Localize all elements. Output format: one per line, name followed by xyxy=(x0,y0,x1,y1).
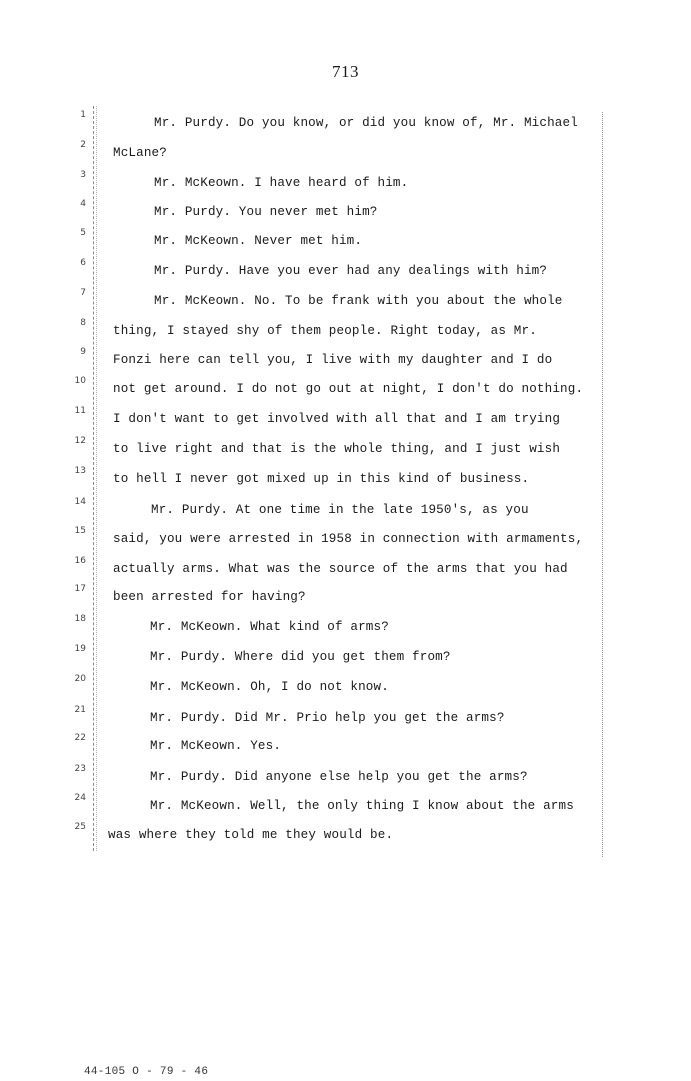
line-number: 1 xyxy=(80,110,86,120)
line-number: 8 xyxy=(80,318,86,328)
line-text: thing, I stayed shy of them people. Right today, as Mr. xyxy=(113,324,537,338)
transcript-line xyxy=(0,288,691,308)
line-number: 20 xyxy=(74,674,86,684)
line-text: Mr. McKeown. What kind of arms? xyxy=(150,620,389,634)
line-text: Mr. Purdy. At one time in the late 1950's, as you xyxy=(151,503,529,517)
line-text: been arrested for having? xyxy=(113,590,306,604)
line-number: 13 xyxy=(74,466,86,476)
transcript-line xyxy=(0,110,691,130)
line-number: 21 xyxy=(74,705,86,715)
transcript-line xyxy=(0,584,691,604)
transcript-line xyxy=(0,822,691,842)
line-text: Mr. McKeown. Never met him. xyxy=(154,234,363,248)
transcript-line xyxy=(0,436,691,456)
line-number: 16 xyxy=(74,556,86,566)
line-text: to live right and that is the whole thing, and I just wish xyxy=(113,442,561,456)
line-number: 5 xyxy=(80,228,86,238)
line-number: 10 xyxy=(74,376,86,386)
transcript-line xyxy=(0,318,691,338)
line-number: 22 xyxy=(74,733,86,743)
footer-printing-code: 44-105 O - 79 - 46 xyxy=(84,1066,209,1078)
transcript-line xyxy=(0,733,691,753)
line-number: 7 xyxy=(80,288,86,298)
line-text: McLane? xyxy=(113,146,167,160)
line-text: Mr. McKeown. I have heard of him. xyxy=(154,176,409,190)
transcript-line xyxy=(0,347,691,367)
transcript-line xyxy=(0,170,691,190)
line-number: 6 xyxy=(80,258,86,268)
transcript-line xyxy=(0,764,691,784)
transcript-line xyxy=(0,556,691,576)
line-number: 12 xyxy=(74,436,86,446)
line-text: Mr. Purdy. You never met him? xyxy=(154,205,378,219)
line-number: 9 xyxy=(80,347,86,357)
line-number: 24 xyxy=(74,793,86,803)
transcript-line xyxy=(0,199,691,219)
line-text: Mr. McKeown. No. To be frank with you about the whole xyxy=(154,294,563,308)
line-text: I don't want to get involved with all that and I am trying xyxy=(113,412,561,426)
transcript-line xyxy=(0,526,691,546)
transcript-line xyxy=(0,793,691,813)
line-text: Mr. Purdy. Do you know, or did you know of, Mr. Michael xyxy=(154,116,578,130)
line-text: Mr. Purdy. Did Mr. Prio help you get the arms? xyxy=(150,711,505,725)
line-text: Mr. McKeown. Oh, I do not know. xyxy=(150,680,389,694)
line-number: 25 xyxy=(74,822,86,832)
line-text: said, you were arrested in 1958 in connection with armaments, xyxy=(113,532,584,546)
transcript-line xyxy=(0,614,691,634)
transcript-line xyxy=(0,705,691,725)
line-text: Fonzi here can tell you, I live with my daughter and I do xyxy=(113,353,553,367)
transcript-line xyxy=(0,228,691,248)
line-number: 15 xyxy=(74,526,86,536)
line-number: 19 xyxy=(74,644,86,654)
line-number: 4 xyxy=(80,199,86,209)
line-number: 2 xyxy=(80,140,86,150)
transcript-line xyxy=(0,406,691,426)
transcript-line xyxy=(0,674,691,694)
transcript-line xyxy=(0,644,691,664)
line-text: not get around. I do not go out at night, I don't do nothing. xyxy=(113,382,584,396)
line-number: 14 xyxy=(74,497,86,507)
transcript-line xyxy=(0,376,691,396)
line-text: Mr. McKeown. Yes. xyxy=(150,739,282,753)
line-text: was where they told me they would be. xyxy=(108,828,394,842)
line-number: 23 xyxy=(74,764,86,774)
line-number: 18 xyxy=(74,614,86,624)
line-number: 3 xyxy=(80,170,86,180)
transcript-line xyxy=(0,466,691,486)
line-text: to hell I never got mixed up in this kind of business. xyxy=(113,472,530,486)
line-text: Mr. McKeown. Well, the only thing I know about the arms xyxy=(150,799,574,813)
line-text: Mr. Purdy. Have you ever had any dealings with him? xyxy=(154,264,548,278)
transcript-line xyxy=(0,140,691,160)
line-text: actually arms. What was the source of the arms that you had xyxy=(113,562,568,576)
transcript-line xyxy=(0,258,691,278)
line-number: 17 xyxy=(74,584,86,594)
transcript-line xyxy=(0,497,691,517)
page-number: 713 xyxy=(332,62,359,81)
line-text: Mr. Purdy. Did anyone else help you get the arms? xyxy=(150,770,528,784)
line-text: Mr. Purdy. Where did you get them from? xyxy=(150,650,451,664)
line-number: 11 xyxy=(74,406,86,416)
